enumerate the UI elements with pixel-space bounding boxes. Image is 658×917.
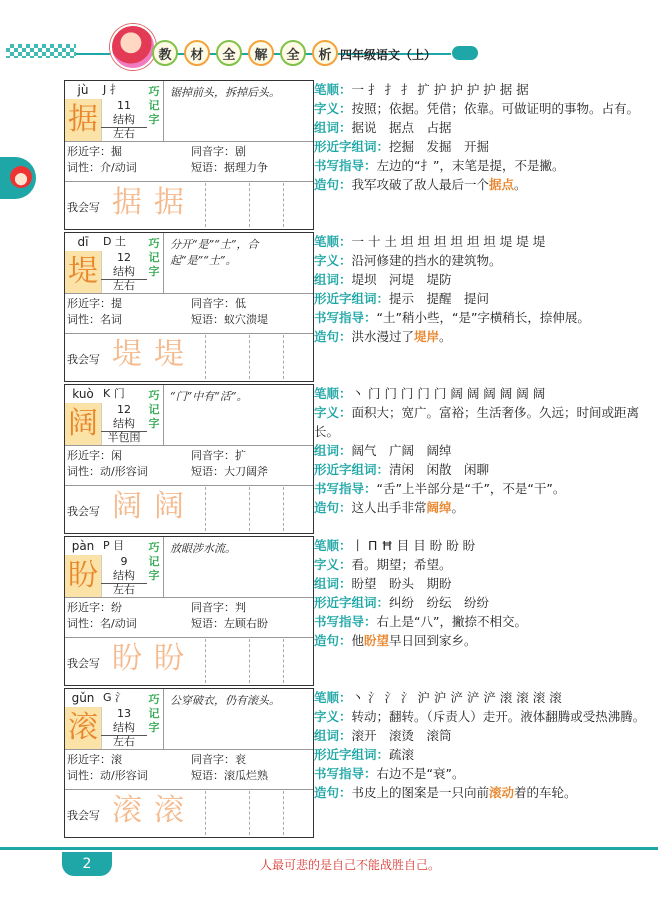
zaoju-line [314, 631, 650, 650]
similar-word-group: 疏滚 [389, 747, 415, 762]
sentence-pre: 书皮上的图案是一只向前 [351, 785, 490, 800]
sentence-pre: 洪水漫过了 [351, 329, 415, 344]
tongyin-value: 低 [235, 297, 246, 310]
divider [65, 141, 313, 142]
practice-cell-line [249, 335, 250, 379]
tracing-char: 盼 [112, 641, 142, 676]
mascot-icon [110, 24, 156, 70]
tongyin-value: 扩 [235, 449, 246, 462]
zuci-line [314, 574, 650, 593]
cixing-label: 词性： [67, 465, 100, 478]
index-letter: D 土 [103, 235, 126, 248]
xingjin-label: 形近字： [67, 449, 111, 462]
xingjin-label: 形近字： [67, 753, 111, 766]
pinyin: gǔn [65, 689, 101, 708]
sentence-post: 。 [514, 177, 527, 192]
meaning: 按照；依据。凭借；依靠。可做证明的事物。占有。 [351, 101, 640, 116]
cixing-value: 名词 [100, 313, 122, 326]
practice-cell-line [249, 791, 250, 835]
info-column [314, 688, 650, 802]
duanyu-label: 短语： [191, 313, 224, 326]
tongyin-row [191, 449, 246, 463]
structure-value: 左右 [113, 127, 135, 140]
bishun-line [314, 80, 650, 99]
divider [65, 181, 313, 182]
tongyin-row [191, 601, 246, 615]
zaoju-label: 造句： [314, 500, 352, 515]
qiaoji-label: 巧记字 [148, 85, 160, 126]
main-character: 堤 [65, 251, 102, 293]
sentence-highlight: 盼望 [364, 633, 390, 648]
stroke-order: 一 扌 扌 扌 扩 护 护 护 护 据 据 [351, 82, 529, 97]
word-group: 堤坝 河堤 堤防 [351, 272, 452, 287]
duanyu-label: 短语： [191, 769, 224, 782]
tongyin-value: 剧 [235, 145, 246, 158]
cixing-label: 词性： [67, 161, 100, 174]
sentence-post: 。 [451, 500, 465, 515]
tracing-char: 阔 [112, 489, 142, 524]
write-label: 我会写 [67, 505, 100, 518]
similar-word-group: 挖掘 发掘 开掘 [389, 139, 490, 154]
shuxie-line [314, 156, 650, 175]
meaning: 转动；翻转。（斥责人）走开。液体翻腾或受热沸腾。 [351, 709, 646, 724]
cixing-value: 介/动词 [100, 161, 137, 174]
index-box [101, 81, 147, 141]
practice-cell-line [205, 335, 206, 379]
info-column [314, 80, 650, 194]
xingzuci-line [314, 289, 650, 308]
main-character: 滚 [65, 707, 102, 749]
info-column [314, 536, 650, 650]
pinyin: dī [65, 233, 101, 252]
main-character: 阔 [65, 403, 102, 445]
sentence-post: 早日回到家乡。 [389, 633, 477, 648]
bishun-label: 笔顺： [314, 234, 352, 249]
index-letter: J 扌 [103, 83, 121, 96]
stroke-count: 12 [117, 251, 131, 264]
memory-tip: 分开“是”“土”，合起“是”“土”。 [163, 233, 311, 293]
cixing-label: 词性： [67, 313, 100, 326]
ziyi-label: 字义： [314, 405, 352, 420]
zuci-line [314, 270, 650, 289]
stroke-count: 9 [120, 555, 128, 568]
title-char: 解 [248, 40, 274, 66]
qiaoji-label: 巧记字 [148, 389, 160, 430]
practice-cell-line [249, 183, 250, 227]
structure-label: 结构 [101, 417, 147, 432]
sentence-pre: 这人出手非常 [351, 500, 427, 515]
writing-guide: “舌”上半部分是“千”，不是“干”。 [376, 481, 566, 496]
xingzuci-line [314, 137, 650, 156]
tracing-char: 堤 [112, 337, 142, 372]
tracing-char: 阔 [154, 489, 184, 524]
xingjin-value: 纷 [111, 601, 122, 614]
tongyin-label: 同音字： [191, 753, 235, 766]
tracing-char: 堤 [154, 337, 184, 372]
tongyin-row [191, 297, 246, 311]
index-box [101, 385, 147, 445]
duanyu-label: 短语： [191, 161, 224, 174]
sentence-pre: 我军攻破了敌人最后一个 [351, 177, 490, 192]
title-char: 全 [216, 40, 242, 66]
tongyin-row [191, 145, 246, 159]
zuci-label: 组词： [314, 576, 352, 591]
xingjin-row [67, 449, 122, 463]
xingjin-value: 掘 [111, 145, 122, 158]
practice-cell-line [205, 791, 206, 835]
zaoju-line [314, 498, 650, 517]
xingzuci-label: 形近字组词： [314, 595, 390, 610]
shuxie-line [314, 479, 650, 498]
zaoju-line [314, 175, 650, 194]
zaoju-label: 造句： [314, 329, 352, 344]
duanyu-row [191, 617, 268, 631]
xingzuci-line [314, 745, 650, 764]
zuci-label: 组词： [314, 120, 352, 135]
practice-cell-line [249, 487, 250, 531]
write-label: 我会写 [67, 353, 100, 366]
tongyin-value: 衮 [235, 753, 246, 766]
mascot-face-icon [10, 166, 32, 188]
title-char: 全 [280, 40, 306, 66]
index-letter: K 门 [103, 387, 125, 400]
xingjin-row [67, 753, 122, 767]
cixing-label: 词性： [67, 617, 100, 630]
write-label: 我会写 [67, 809, 100, 822]
divider [65, 749, 313, 750]
info-column [314, 232, 650, 346]
index-box [101, 689, 147, 749]
divider [65, 333, 313, 334]
duanyu-row [191, 313, 268, 327]
cixing-value: 动/形容词 [100, 465, 148, 478]
shuxie-label: 书写指导： [314, 614, 377, 629]
index-letter: G 氵 [103, 691, 127, 704]
character-card [64, 688, 314, 838]
tongyin-row [191, 753, 246, 767]
zuci-line [314, 726, 650, 745]
word-group: 阔气 广阔 阔绰 [351, 443, 452, 458]
practice-cell-line [249, 639, 250, 683]
title-char: 析 [312, 40, 338, 66]
ziyi-line [314, 403, 650, 441]
stroke-order: 丶 门 门 门 门 门 阔 阔 阔 阔 阔 阔 [351, 386, 546, 401]
tracing-char: 盼 [154, 641, 184, 676]
zaoju-label: 造句： [314, 785, 352, 800]
tracing-char: 滚 [112, 793, 142, 828]
structure-value: 左右 [113, 735, 135, 748]
xingzuci-line [314, 593, 650, 612]
sentence-post: 着的车轮。 [514, 785, 577, 800]
pinyin: kuò [65, 385, 101, 404]
zaoju-label: 造句： [314, 177, 352, 192]
shuxie-label: 书写指导： [314, 158, 377, 173]
writing-guide: 右上是“八”，撇捺不相交。 [376, 614, 527, 629]
cixing-row [67, 617, 137, 631]
duanyu-value: 蚁穴溃堤 [224, 313, 268, 326]
divider [65, 293, 313, 294]
stroke-count: 12 [117, 403, 131, 416]
cixing-value: 动/形容词 [100, 769, 148, 782]
stroke-order: 丶 氵 氵 氵 沪 沪 浐 浐 浐 滚 滚 滚 滚 [351, 690, 562, 705]
structure-label: 结构 [101, 265, 147, 280]
stroke-order: 丨 Π Ħ 目 目 盼 盼 盼 [351, 538, 476, 553]
duanyu-value: 大刀阔斧 [224, 465, 268, 478]
checker-decoration [6, 44, 76, 58]
cixing-row [67, 769, 148, 783]
qiaoji-label: 巧记字 [148, 693, 160, 734]
xingjin-label: 形近字： [67, 145, 111, 158]
structure-label: 结构 [101, 721, 147, 736]
header-rule-cap [452, 46, 478, 60]
character-card [64, 80, 314, 230]
grade-label: 四年级语文（上） [340, 48, 437, 62]
duanyu-value: 据理力争 [224, 161, 268, 174]
structure-value: 左右 [113, 279, 135, 292]
practice-cell-line [283, 639, 284, 683]
shuxie-label: 书写指导： [314, 766, 377, 781]
duanyu-label: 短语： [191, 465, 224, 478]
shuxie-label: 书写指导： [314, 310, 377, 325]
stroke-order: 一 十 土 坦 坦 坦 坦 坦 坦 堤 堤 堤 [351, 234, 546, 249]
qiaoji-label: 巧记字 [148, 237, 160, 278]
ziyi-label: 字义： [314, 557, 352, 572]
memory-tip: “门”中有“活”。 [163, 385, 311, 445]
sentence-highlight: 滚动 [489, 785, 515, 800]
similar-word-group: 提示 提醒 提问 [389, 291, 490, 306]
page-number: 2 [62, 852, 112, 876]
bishun-line [314, 688, 650, 707]
cixing-value: 名/动词 [100, 617, 137, 630]
cixing-row [67, 161, 137, 175]
shuxie-line [314, 308, 650, 327]
sentence-highlight: 堤岸 [414, 329, 440, 344]
similar-word-group: 清闲 闲散 闲聊 [389, 462, 490, 477]
practice-cell-line [283, 335, 284, 379]
xingjin-label: 形近字： [67, 601, 111, 614]
writing-guide: “土”稍小些，“是”字横稍长，捺伸展。 [376, 310, 590, 325]
xingjin-label: 形近字： [67, 297, 111, 310]
write-label: 我会写 [67, 201, 100, 214]
meaning: 看。期望；希望。 [351, 557, 452, 572]
character-card [64, 384, 314, 534]
practice-cell-line [283, 487, 284, 531]
page-header [0, 0, 658, 70]
xingjin-row [67, 601, 122, 615]
tongyin-label: 同音字： [191, 449, 235, 462]
memory-tip: 放眼涉水流。 [163, 537, 311, 597]
divider [65, 637, 313, 638]
practice-cell-line [205, 487, 206, 531]
writing-guide: 右边不是“衰”。 [376, 766, 465, 781]
bishun-line [314, 384, 650, 403]
bishun-line [314, 232, 650, 251]
zuci-line [314, 118, 650, 137]
practice-cell-line [283, 183, 284, 227]
zuci-label: 组词： [314, 272, 352, 287]
tongyin-label: 同音字： [191, 145, 235, 158]
tongyin-label: 同音字： [191, 297, 235, 310]
zaoju-line [314, 327, 650, 346]
tongyin-label: 同音字： [191, 601, 235, 614]
ziyi-line [314, 555, 650, 574]
word-group: 盼望 盼头 期盼 [351, 576, 452, 591]
title-char: 材 [184, 40, 210, 66]
bishun-label: 笔顺： [314, 690, 352, 705]
cixing-row [67, 313, 122, 327]
cixing-row [67, 465, 148, 479]
shuxie-line [314, 764, 650, 783]
zuci-label: 组词： [314, 728, 352, 743]
ziyi-line [314, 707, 650, 726]
stroke-count: 11 [117, 99, 131, 112]
side-tab [0, 157, 36, 199]
main-character: 据 [65, 99, 102, 141]
ziyi-label: 字义： [314, 709, 352, 724]
ziyi-label: 字义： [314, 253, 352, 268]
duanyu-label: 短语： [191, 617, 224, 630]
tracing-char: 滚 [154, 793, 184, 828]
meaning: 面积大；宽广。富裕；生活奢侈。久远；时间或距离长。 [314, 405, 640, 439]
structure-label: 结构 [101, 569, 147, 584]
divider [65, 485, 313, 486]
bishun-line [314, 536, 650, 555]
qiaoji-label: 巧记字 [148, 541, 160, 582]
xingzuci-label: 形近字组词： [314, 139, 390, 154]
structure-label: 结构 [101, 113, 147, 128]
sentence-highlight: 据点 [489, 177, 515, 192]
duanyu-value: 左顾右盼 [224, 617, 268, 630]
ziyi-line [314, 99, 650, 118]
cixing-label: 词性： [67, 769, 100, 782]
divider [65, 445, 313, 446]
word-group: 滚开 滚烫 滚筒 [351, 728, 452, 743]
zuci-label: 组词： [314, 443, 352, 458]
stroke-count: 13 [117, 707, 131, 720]
practice-cell-line [205, 639, 206, 683]
xingzuci-line [314, 460, 650, 479]
meaning: 沿河修建的挡水的建筑物。 [351, 253, 502, 268]
sentence-pre: 他 [351, 633, 365, 648]
ziyi-line [314, 251, 650, 270]
xingzuci-label: 形近字组词： [314, 462, 390, 477]
tongyin-value: 判 [235, 601, 246, 614]
sentence-highlight: 阔绰 [426, 500, 452, 515]
character-card [64, 232, 314, 382]
memory-tip: 锯掉前头，拆掉后头。 [163, 81, 311, 141]
footer-rule [0, 847, 658, 850]
similar-word-group: 纠纷 纷纭 纷纷 [389, 595, 490, 610]
sentence-post: 。 [439, 329, 452, 344]
write-label: 我会写 [67, 657, 100, 670]
bishun-label: 笔顺： [314, 82, 352, 97]
zaoju-line [314, 783, 650, 802]
shuxie-line [314, 612, 650, 631]
xingjin-value: 滚 [111, 753, 122, 766]
footer-quote: 人最可悲的是自己不能战胜自己。 [260, 858, 441, 872]
info-column [314, 384, 650, 517]
duanyu-value: 滚瓜烂熟 [224, 769, 268, 782]
title-char: 教 [152, 40, 178, 66]
index-box [101, 233, 147, 293]
duanyu-row [191, 465, 268, 479]
pinyin: pàn [65, 537, 101, 556]
book-title [152, 40, 338, 66]
shuxie-label: 书写指导： [314, 481, 377, 496]
structure-value: 半包围 [107, 431, 141, 444]
bishun-label: 笔顺： [314, 386, 352, 401]
index-letter: P 目 [103, 539, 125, 552]
ziyi-label: 字义： [314, 101, 352, 116]
main-character: 盼 [65, 555, 102, 597]
character-card [64, 536, 314, 686]
duanyu-row [191, 769, 268, 783]
zaoju-label: 造句： [314, 633, 352, 648]
xingjin-value: 提 [111, 297, 122, 310]
structure-value: 左右 [113, 583, 135, 596]
xingzuci-label: 形近字组词： [314, 747, 390, 762]
writing-guide: 左边的“扌”，末笔是提，不是撇。 [376, 158, 565, 173]
xingzuci-label: 形近字组词： [314, 291, 390, 306]
practice-cell-line [205, 183, 206, 227]
memory-tip: 公穿破衣，仍有滚头。 [163, 689, 311, 749]
divider [65, 789, 313, 790]
zuci-line [314, 441, 650, 460]
tracing-char: 据 [154, 185, 184, 220]
xingjin-value: 闲 [111, 449, 122, 462]
word-group: 据说 据点 占据 [351, 120, 452, 135]
index-box [101, 537, 147, 597]
practice-cell-line [283, 791, 284, 835]
duanyu-row [191, 161, 268, 175]
pinyin: jù [65, 81, 101, 100]
xingjin-row [67, 297, 122, 311]
bishun-label: 笔顺： [314, 538, 352, 553]
tracing-char: 据 [112, 185, 142, 220]
xingjin-row [67, 145, 122, 159]
divider [65, 597, 313, 598]
